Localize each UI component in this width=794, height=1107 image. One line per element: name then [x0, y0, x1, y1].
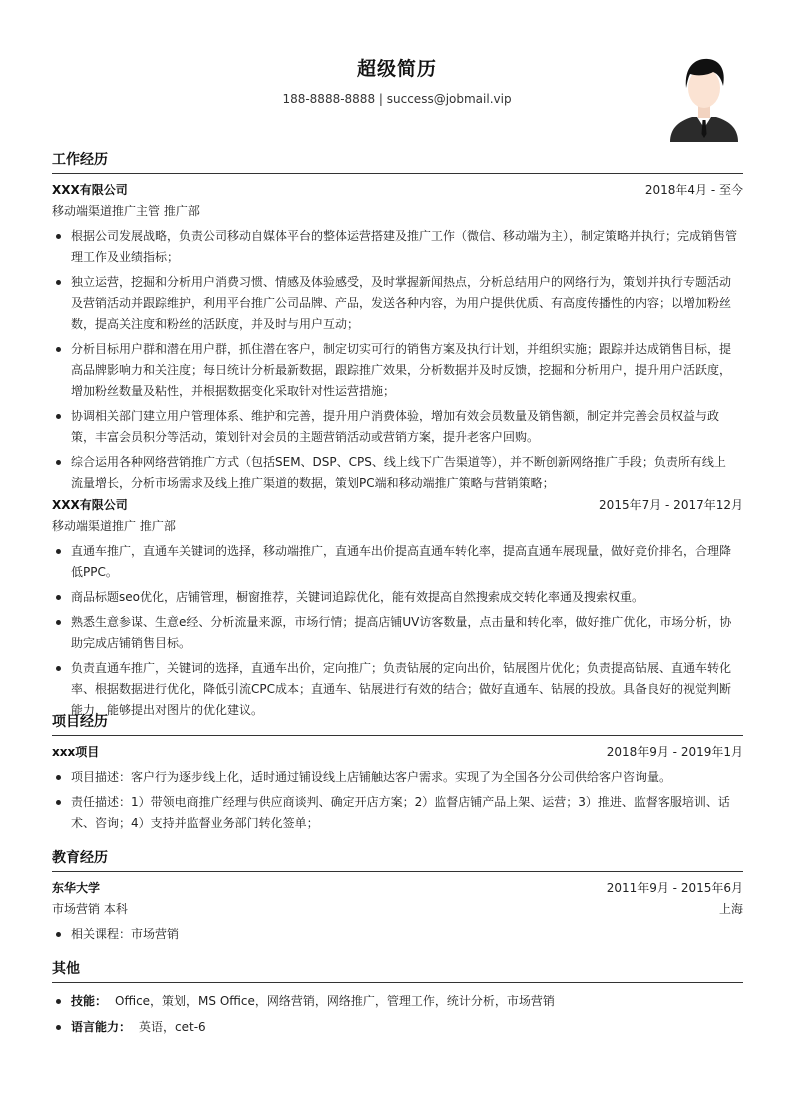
other-bullet-list: [52, 991, 743, 1038]
project-section-title: 项目经历: [52, 712, 743, 736]
list-item: 熟悉生意参谋、生意e经、分析流量来源，市场行情；提高店铺UV访客数量，点击量和转化率，做好推广优化，市场分析，协助完成店铺销售目标。: [52, 612, 743, 654]
education-section-title: 教育经历: [52, 848, 743, 872]
job-company: XXX有限公司: [52, 498, 128, 512]
work-section-title: 工作经历: [52, 150, 743, 174]
job-bullet-list: [52, 226, 743, 494]
other-section-title: 其他: [52, 959, 743, 983]
other-section: [52, 959, 743, 1038]
list-item: [52, 991, 743, 1012]
list-item: 根据公司发展战略，负责公司移动自媒体平台的整体运营搭建及推广工作（微信、移动端为主），制定策略并执行；完成销售管理工作及业绩指标；: [52, 226, 743, 268]
project-name: xxx项目: [52, 745, 100, 759]
list-item: 责任描述：1）带领电商推广经理与供应商谈判、确定开店方案；2）监督店铺产品上架、运营；3）推进、监督客服培训、话术、咨询；4）支持并监督业务部门转化签单；: [52, 792, 743, 834]
school-name: 东华大学: [52, 881, 101, 895]
work-section: [52, 150, 743, 721]
list-item: 直通车推广，直通车关键词的选择，移动端推广，直通车出价提高直通车转化率，提高直通车展现量，做好竞价排名，合理降低PPC。: [52, 541, 743, 583]
list-item: 分析目标用户群和潜在用户群，抓住潜在客户，制定切实可行的销售方案及执行计划，并组织实施；跟踪并达成销售目标，提高品牌影响力和关注度；每日统计分析最新数据，跟踪推广效果，分析数据并及时反馈，挖掘和分析用户，提升用户活跃度，增加粉丝数量及粘性，并根据数据变化采取针对性运营措施；: [52, 339, 743, 402]
project-entry: [52, 742, 743, 834]
list-item: 独立运营，挖掘和分析用户消费习惯、情感及体验感受，及时掌握新闻热点，分析总结用户的网络行为，策划并执行专题活动及营销活动并跟踪维护，利用平台推广公司品牌、产品，发送各种内容，为用户提供优质、有高度传播性的内容；以增加粉丝数，提高关注度和粉丝的活跃度，并及时与用户互动；: [52, 272, 743, 335]
job-bullet-list: [52, 541, 743, 721]
candidate-name: 超级简历: [356, 58, 437, 80]
project-section: [52, 712, 743, 834]
education-period: 2011年9月 - 2015年6月: [606, 881, 743, 895]
job-period: 2018年4月 - 至今: [644, 183, 743, 197]
list-item: 项目描述：客户行为逐步线上化，适时通过铺设线上店铺触达客户需求。实现了为全国各分公司供给客户咨询量。: [52, 767, 743, 788]
list-item: 商品标题seo优化，店铺管理，橱窗推荐，关键词追踪优化，能有效提高自然搜索成交转化率通及搜索权重。: [52, 587, 743, 608]
list-item: 协调相关部门建立用户管理体系、维护和完善，提升用户消费体验，增加有效会员数量及销售额，制定并完善会员权益与政策，丰富会员积分等活动，策划针对会员的主题营销活动或营销方案，提升老客户回购。: [52, 406, 743, 448]
education-bullet-list: [52, 924, 743, 945]
list-item: [52, 1017, 743, 1038]
job-company: XXX有限公司: [52, 183, 128, 197]
education-entry: [52, 878, 743, 945]
job-entry: [52, 180, 743, 494]
education-section: [52, 848, 743, 945]
job-entry: [52, 495, 743, 721]
skills-label: 技能：: [71, 994, 108, 1008]
list-item: 负责直通车推广，关键词的选择，直通车出价，定向推广；负责钻展的定向出价，钻展图片优化；负责提高钻展、直通车转化率、根据数据进行优化，降低引流CPC成本；直通车、钻展进行有效的结合；做好直通车、钻展的投放。具备良好的视觉判断能力，能够提出对图片的优化建议。: [52, 658, 743, 721]
list-item: 综合运用各种网络营销推广方式（包括SEM、DSP、CPS、线上线下广告渠道等），并不断创新网络推广手段；负责所有线上流量增长，分析市场需求及线上推广渠道的数据，策划PC端和移动端推广策略与营销策略；: [52, 452, 743, 494]
skills-value: Office，策划，MS Office，网络营销，网络推广，管理工作，统计分析，市场营销: [115, 994, 555, 1008]
language-value: 英语，cet-6: [139, 1020, 206, 1034]
education-city: 上海: [718, 902, 743, 916]
project-bullet-list: [52, 767, 743, 834]
job-role: 移动端渠道推广主管 推广部: [52, 204, 200, 218]
education-major: 市场营销 本科: [52, 902, 128, 916]
person-avatar-icon: [668, 54, 740, 142]
job-role: 移动端渠道推广 推广部: [52, 519, 176, 533]
job-period: 2015年7月 - 2017年12月: [599, 498, 743, 512]
project-period: 2018年9月 - 2019年1月: [606, 745, 743, 759]
language-label: 语言能力：: [71, 1020, 132, 1034]
contact-line: 188-8888-8888 | success@jobmail.vip: [282, 92, 512, 106]
list-item: 相关课程：市场营销: [52, 924, 743, 945]
